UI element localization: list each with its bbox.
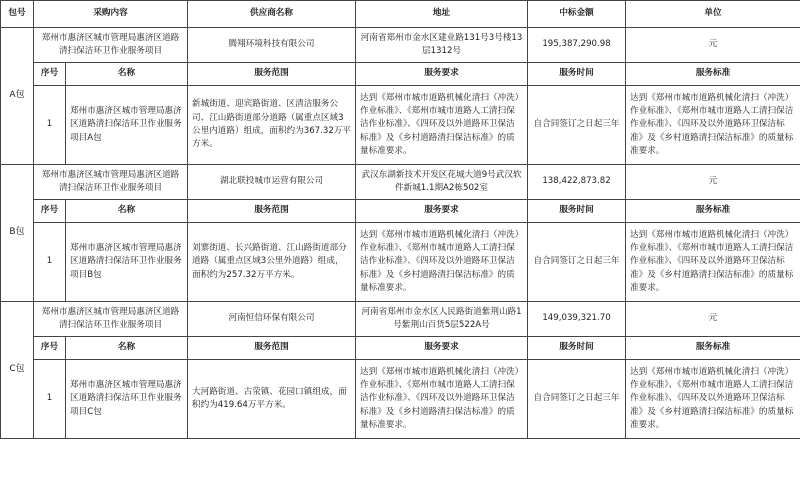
subheader-requirement: 服务要求 [356, 200, 528, 223]
detail-scope: 大河路街道、古荥镇、花园口镇组成，面积约为419.64万平方米。 [188, 360, 356, 439]
subheader-name: 名称 [66, 337, 188, 360]
subheader-name: 名称 [66, 200, 188, 223]
detail-name: 郑州市惠济区城市管理局惠济区道路清扫保洁环卫作业服务项目A包 [66, 86, 188, 165]
package-a-detail [1, 86, 800, 165]
package-b-subheader [1, 200, 800, 223]
package-a-subheader [1, 63, 800, 86]
package-b-amount: 138,422,873.82 [528, 165, 626, 200]
detail-time: 自合同签订之日起三年 [528, 223, 626, 302]
header-package: 包号 [1, 1, 34, 28]
package-b-address: 武汉东湖新技术开发区花城大道9号武汉软件新城1.1期A2栋502室 [356, 165, 528, 200]
subheader-scope: 服务范围 [188, 200, 356, 223]
subheader-time: 服务时间 [528, 200, 626, 223]
subheader-scope: 服务范围 [188, 63, 356, 86]
header-purchase: 采购内容 [34, 1, 188, 28]
detail-standard: 达到《郑州市城市道路机械化清扫（冲洗）作业标准》、《郑州市城市道路人工清扫保洁作业标准》、《四环及以外道路环卫保洁标准》及《乡村道路清扫保洁标准》的质量标准要求。 [626, 86, 800, 165]
package-b-purchase: 郑州市惠济区城市管理局惠济区道路清扫保洁环卫作业服务项目 [34, 165, 188, 200]
package-c-supplier: 河南恒信环保有限公司 [188, 302, 356, 337]
detail-seq: 1 [34, 360, 66, 439]
header-address: 地址 [356, 1, 528, 28]
detail-standard: 达到《郑州市城市道路机械化清扫（冲洗）作业标准》、《郑州市城市道路人工清扫保洁作业标准》、《四环及以外道路环卫保洁标准》及《乡村道路清扫保洁标准》的质量标准要求。 [626, 223, 800, 302]
subheader-seq: 序号 [34, 200, 66, 223]
detail-seq: 1 [34, 223, 66, 302]
detail-name: 郑州市惠济区城市管理局惠济区道路清扫保洁环卫作业服务项目B包 [66, 223, 188, 302]
subheader-requirement: 服务要求 [356, 63, 528, 86]
subheader-scope: 服务范围 [188, 337, 356, 360]
package-b-row [1, 165, 800, 200]
package-c-detail [1, 360, 800, 439]
header-row [1, 1, 800, 28]
detail-standard: 达到《郑州市城市道路机械化清扫（冲洗）作业标准》、《郑州市城市道路人工清扫保洁作业标准》、《四环及以外道路环卫保洁标准》及《乡村道路清扫保洁标准》的质量标准要求。 [626, 360, 800, 439]
subheader-seq: 序号 [34, 337, 66, 360]
subheader-time: 服务时间 [528, 337, 626, 360]
detail-time: 自合同签订之日起三年 [528, 360, 626, 439]
header-amount: 中标金额 [528, 1, 626, 28]
detail-requirement: 达到《郑州市城市道路机械化清扫（冲洗）作业标准》、《郑州市城市道路人工清扫保洁作业标准》、《四环及以外道路环卫保洁标准》及《乡村道路清扫保洁标准》的质量标准要求。 [356, 223, 528, 302]
package-a-label: A包 [1, 28, 34, 165]
package-c-subheader [1, 337, 800, 360]
package-a-amount: 195,387,290.98 [528, 28, 626, 63]
package-b-supplier: 湖北联投城市运营有限公司 [188, 165, 356, 200]
detail-scope: 刘寨街道、长兴路街道、江山路街道部分道路（属重点区域3公里外道路）组成，面积约为257.32万平方米。 [188, 223, 356, 302]
package-a-address: 河南省郑州市金水区建业路131号3号楼13层1312号 [356, 28, 528, 63]
package-a-unit: 元 [626, 28, 800, 63]
subheader-time: 服务时间 [528, 63, 626, 86]
package-c-unit: 元 [626, 302, 800, 337]
package-c-purchase: 郑州市惠济区城市管理局惠济区道路清扫保洁环卫作业服务项目 [34, 302, 188, 337]
package-c-label: C包 [1, 302, 34, 439]
package-a-purchase: 郑州市惠济区城市管理局惠济区道路清扫保洁环卫作业服务项目 [34, 28, 188, 63]
header-supplier: 供应商名称 [188, 1, 356, 28]
package-b-unit: 元 [626, 165, 800, 200]
package-b-label: B包 [1, 165, 34, 302]
detail-requirement: 达到《郑州市城市道路机械化清扫（冲洗）作业标准》、《郑州市城市道路人工清扫保洁作业标准》、《四环及以外道路环卫保洁标准》及《乡村道路清扫保洁标准》的质量标准要求。 [356, 360, 528, 439]
subheader-standard: 服务标准 [626, 337, 800, 360]
detail-time: 自合同签订之日起三年 [528, 86, 626, 165]
package-c-amount: 149,039,321.70 [528, 302, 626, 337]
header-unit: 单位 [626, 1, 800, 28]
package-a-row [1, 28, 800, 63]
subheader-standard: 服务标准 [626, 63, 800, 86]
detail-name: 郑州市惠济区城市管理局惠济区道路清扫保洁环卫作业服务项目C包 [66, 360, 188, 439]
subheader-requirement: 服务要求 [356, 337, 528, 360]
subheader-standard: 服务标准 [626, 200, 800, 223]
detail-requirement: 达到《郑州市城市道路机械化清扫（冲洗）作业标准》、《郑州市城市道路人工清扫保洁作业标准》、《四环及以外道路环卫保洁标准》及《乡村道路清扫保洁标准》的质量标准要求。 [356, 86, 528, 165]
package-b-detail [1, 223, 800, 302]
detail-seq: 1 [34, 86, 66, 165]
detail-scope: 新城街道、迎宾路街道、区清洁服务公司、江山路街道部分道路（属重点区域3公里内道路）组成，面积约为367.32万平方米。 [188, 86, 356, 165]
subheader-seq: 序号 [34, 63, 66, 86]
subheader-name: 名称 [66, 63, 188, 86]
package-a-supplier: 腾翔环境科技有限公司 [188, 28, 356, 63]
package-c-address: 河南省郑州市金水区人民路街道紫荆山路1号紫荆山百货5层522A号 [356, 302, 528, 337]
package-c-row [1, 302, 800, 337]
